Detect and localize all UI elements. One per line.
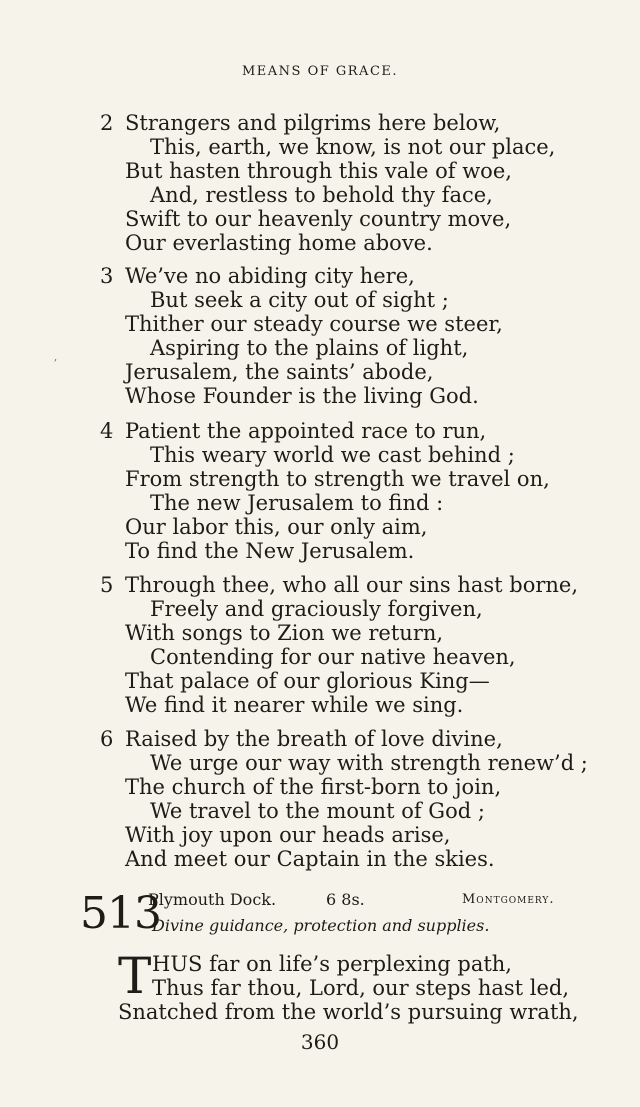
- hymn-number: 513: [80, 888, 161, 939]
- verse-line: Thither our steady course we steer,: [125, 312, 503, 336]
- hymn-meter: 6 8s.: [326, 890, 365, 909]
- verse-line: But hasten through this vale of woe,: [125, 159, 512, 183]
- verse-line: Swift to our heavenly country move,: [125, 207, 512, 231]
- verse-line: HUS far on life’s perplexing path,: [152, 952, 512, 976]
- ink-spot: ,: [54, 352, 58, 363]
- verse-line: The church of the first-born to join,: [125, 775, 502, 799]
- verse-line: Jerusalem, the saints’ abode,: [125, 360, 434, 384]
- verse-line: We urge our way with strength renew’d ;: [150, 751, 588, 775]
- verse-line: To find the New Jerusalem.: [125, 539, 415, 563]
- verse-line: Our everlasting home above.: [125, 231, 433, 255]
- verse-line: Freely and graciously forgiven,: [150, 597, 483, 621]
- verse-line: Strangers and pilgrims here below,: [125, 111, 501, 135]
- verse-line: With joy upon our heads arise,: [125, 823, 451, 847]
- stanza-number: 3: [100, 264, 114, 288]
- verse-line: Contending for our native heaven,: [150, 645, 516, 669]
- verse-line: This weary world we cast behind ;: [150, 443, 515, 467]
- stanza-number: 4: [100, 419, 114, 443]
- stanza-number: 2: [100, 111, 114, 135]
- verse-line: And, restless to behold thy face,: [150, 183, 493, 207]
- verse-line: We travel to the mount of God ;: [150, 799, 485, 823]
- verse-line: But seek a city out of sight ;: [150, 288, 449, 312]
- stanza-number: 5: [100, 573, 114, 597]
- verse-line: Whose Founder is the living God.: [125, 384, 479, 408]
- verse-line: Through thee, who all our sins hast borne,: [125, 573, 579, 597]
- page-number: 360: [300, 1030, 340, 1054]
- verse-line: Patient the appointed race to run,: [125, 419, 487, 443]
- stanza-number: 6: [100, 727, 114, 751]
- verse-line: The new Jerusalem to find :: [150, 491, 444, 515]
- hymn-subtitle: Divine guidance, protection and supplies.: [152, 916, 490, 935]
- verse-line: Our labor this, our only aim,: [125, 515, 428, 539]
- verse-line: Aspiring to the plains of light,: [150, 336, 469, 360]
- verse-line: Raised by the breath of love divine,: [125, 727, 503, 751]
- hymn-author: Montgomery.: [462, 892, 555, 907]
- verse-line: From strength to strength we travel on,: [125, 467, 550, 491]
- verse-line: That palace of our glorious King—: [125, 669, 490, 693]
- verse-line: And meet our Captain in the skies.: [125, 847, 495, 871]
- verse-line: This, earth, we know, is not our place,: [150, 135, 556, 159]
- verse-line: Thus far thou, Lord, our steps hast led,: [152, 976, 570, 1000]
- running-head: MEANS OF GRACE.: [241, 64, 399, 79]
- drop-cap: T: [118, 947, 152, 1005]
- verse-line: Snatched from the world’s pursuing wrath,: [118, 1000, 579, 1024]
- verse-line: We find it nearer while we sing.: [125, 693, 464, 717]
- tune-name: Plymouth Dock.: [148, 890, 277, 909]
- verse-line: We’ve no abiding city here,: [125, 264, 415, 288]
- verse-line: With songs to Zion we return,: [125, 621, 444, 645]
